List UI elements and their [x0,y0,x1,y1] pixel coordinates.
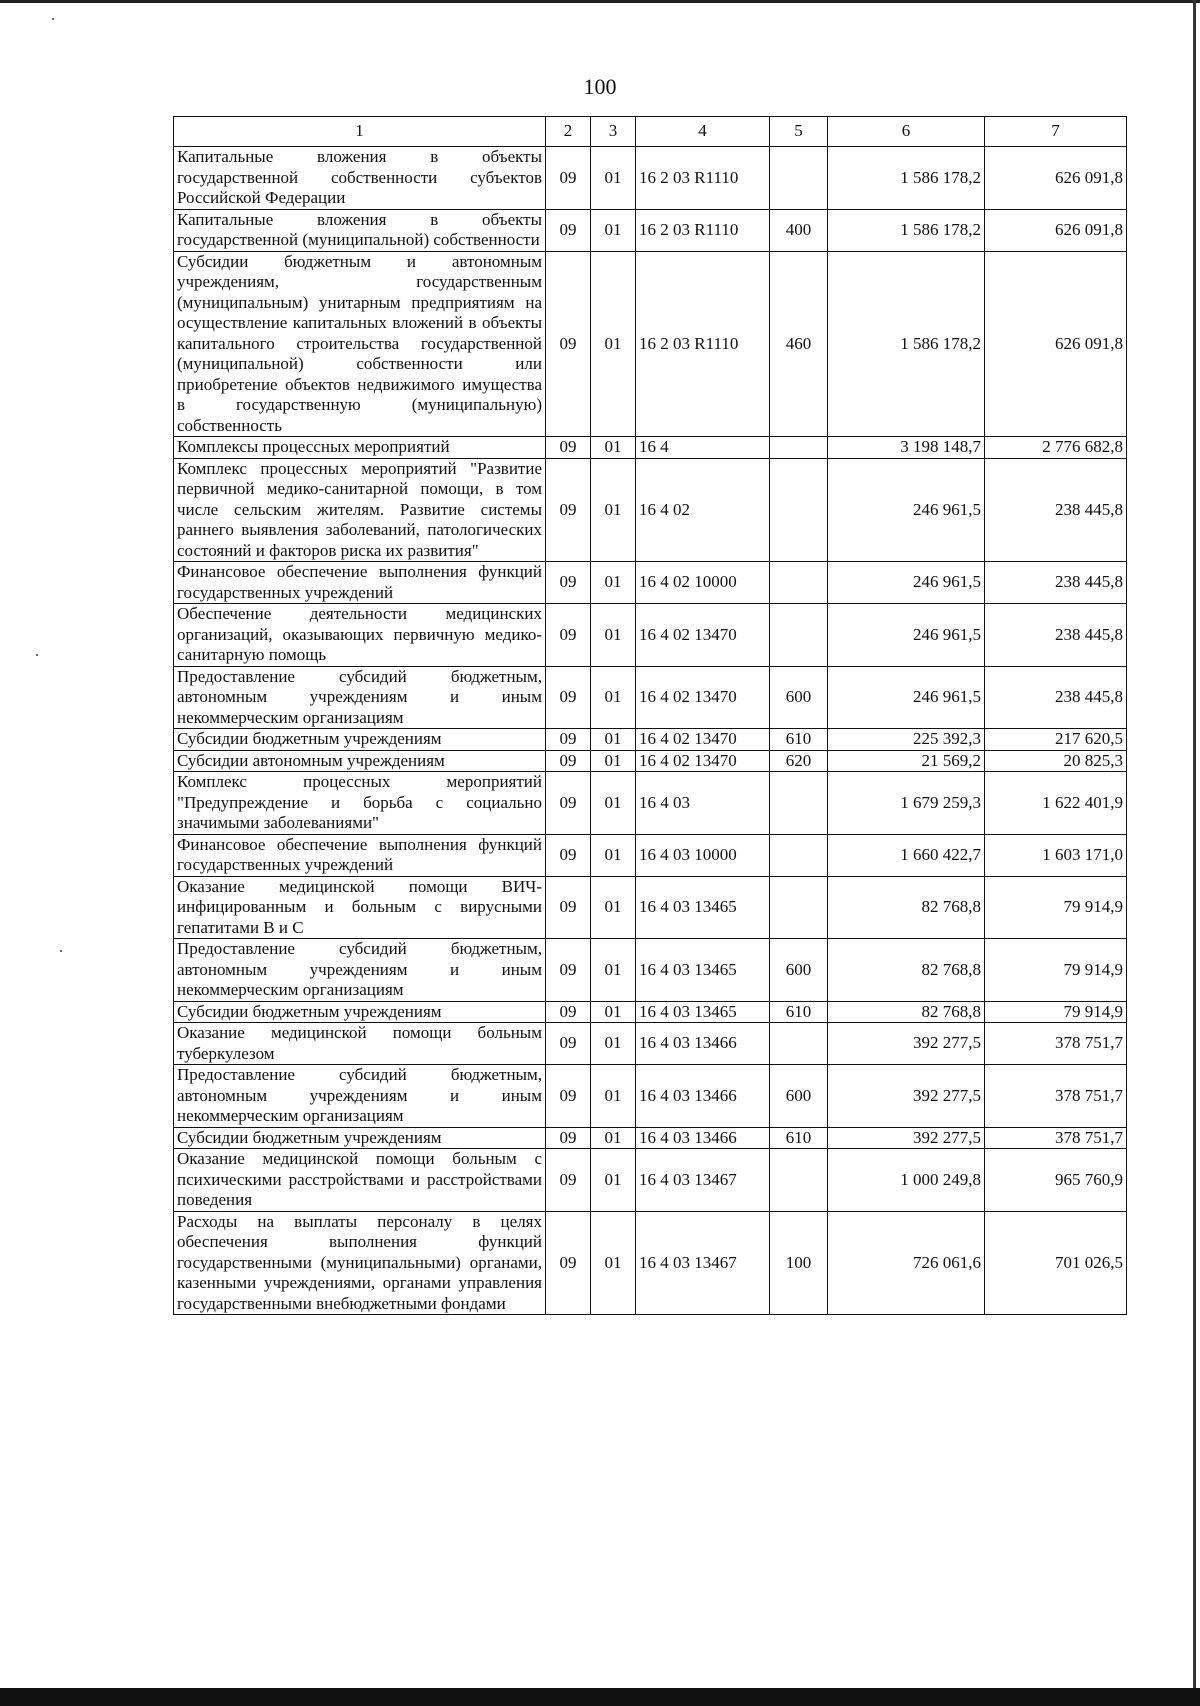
amount-col6-cell: 392 277,5 [828,1127,985,1149]
subsection-code-cell: 01 [591,1127,636,1149]
table-row [174,1065,1127,1128]
row-name-cell: Капитальные вложения в объекты государственной собственности субъектов Российской Федерации [174,147,546,210]
amount-col7-cell: 1 603 171,0 [985,834,1127,876]
table-row [174,209,1127,251]
column-header: 7 [985,117,1127,147]
amount-col6-cell: 392 277,5 [828,1065,985,1128]
table-row [174,604,1127,667]
table-row [174,1149,1127,1212]
budget-table [173,116,1127,1315]
table-row [174,772,1127,835]
target-article-cell: 16 4 03 13467 [636,1211,770,1315]
amount-col6-cell: 246 961,5 [828,604,985,667]
amount-col7-cell: 965 760,9 [985,1149,1127,1212]
target-article-cell: 16 4 02 13470 [636,750,770,772]
amount-col6-cell: 246 961,5 [828,458,985,562]
target-article-cell: 16 4 03 13465 [636,1001,770,1023]
target-article-cell: 16 4 02 13470 [636,604,770,667]
section-code-cell: 09 [546,750,591,772]
target-article-cell: 16 4 03 13466 [636,1065,770,1128]
amount-col6-cell: 82 768,8 [828,939,985,1002]
row-name-cell: Оказание медицинской помощи больным с психическими расстройствами и расстройствами поведения [174,1149,546,1212]
table-row [174,750,1127,772]
row-name-cell: Финансовое обеспечение выполнения функций государственных учреждений [174,562,546,604]
subsection-code-cell: 01 [591,562,636,604]
row-name-cell: Комплекс процессных мероприятий "Предупреждение и борьба с социально значимыми заболеваниями" [174,772,546,835]
table-row [174,939,1127,1002]
amount-col6-cell: 82 768,8 [828,876,985,939]
amount-col7-cell: 79 914,9 [985,939,1127,1002]
table-row [174,458,1127,562]
expense-type-cell: 620 [770,750,828,772]
row-name-cell: Субсидии бюджетным и автономным учреждениям, государственным (муниципальным) унитарным предприятиям на осуществление капитальных вложений в объекты капитального строительства государственной (муниципальной) собственности или приобретение объектов недвижимого имущества в государственную (муниципальную) собственность [174,251,546,437]
section-code-cell: 09 [546,1001,591,1023]
table-row [174,1023,1127,1065]
subsection-code-cell: 01 [591,209,636,251]
table-row [174,147,1127,210]
subsection-code-cell: 01 [591,251,636,437]
section-code-cell: 09 [546,251,591,437]
amount-col7-cell: 626 091,8 [985,251,1127,437]
amount-col7-cell: 238 445,8 [985,562,1127,604]
section-code-cell: 09 [546,834,591,876]
scan-border-bottom [0,1688,1200,1706]
row-name-cell: Субсидии бюджетным учреждениям [174,1001,546,1023]
subsection-code-cell: 01 [591,1001,636,1023]
subsection-code-cell: 01 [591,1211,636,1315]
expense-type-cell [770,604,828,667]
column-header: 4 [636,117,770,147]
target-article-cell: 16 4 02 10000 [636,562,770,604]
expense-type-cell [770,1023,828,1065]
section-code-cell: 09 [546,147,591,210]
amount-col7-cell: 217 620,5 [985,729,1127,751]
amount-col6-cell: 246 961,5 [828,562,985,604]
subsection-code-cell: 01 [591,772,636,835]
subsection-code-cell: 01 [591,1023,636,1065]
scan-speck [60,950,62,952]
target-article-cell: 16 4 03 10000 [636,834,770,876]
expense-type-cell: 610 [770,1127,828,1149]
row-name-cell: Предоставление субсидий бюджетным, автономным учреждениям и иным некоммерческим организациям [174,1065,546,1128]
column-header: 1 [174,117,546,147]
section-code-cell: 09 [546,1127,591,1149]
expense-type-cell: 600 [770,666,828,729]
row-name-cell: Предоставление субсидий бюджетным, автономным учреждениям и иным некоммерческим организациям [174,666,546,729]
row-name-cell: Субсидии бюджетным учреждениям [174,729,546,751]
table-row [174,437,1127,459]
subsection-code-cell: 01 [591,876,636,939]
section-code-cell: 09 [546,666,591,729]
section-code-cell: 09 [546,562,591,604]
amount-col7-cell: 701 026,5 [985,1211,1127,1315]
subsection-code-cell: 01 [591,939,636,1002]
amount-col6-cell: 225 392,3 [828,729,985,751]
subsection-code-cell: 01 [591,750,636,772]
scan-border-top [0,0,1200,3]
subsection-code-cell: 01 [591,147,636,210]
amount-col7-cell: 378 751,7 [985,1065,1127,1128]
subsection-code-cell: 01 [591,1149,636,1212]
amount-col7-cell: 626 091,8 [985,209,1127,251]
target-article-cell: 16 4 03 13466 [636,1023,770,1065]
section-code-cell: 09 [546,458,591,562]
expense-type-cell: 600 [770,939,828,1002]
amount-col7-cell: 79 914,9 [985,876,1127,939]
target-article-cell: 16 4 03 13465 [636,876,770,939]
target-article-cell: 16 4 03 13465 [636,939,770,1002]
section-code-cell: 09 [546,209,591,251]
table-row [174,834,1127,876]
amount-col7-cell: 626 091,8 [985,147,1127,210]
amount-col6-cell: 726 061,6 [828,1211,985,1315]
table-row [174,729,1127,751]
expense-type-cell [770,458,828,562]
amount-col6-cell: 1 586 178,2 [828,209,985,251]
expense-type-cell: 100 [770,1211,828,1315]
amount-col6-cell: 1 679 259,3 [828,772,985,835]
target-article-cell: 16 4 02 13470 [636,666,770,729]
table-row [174,1127,1127,1149]
expense-type-cell: 610 [770,1001,828,1023]
target-article-cell: 16 4 02 13470 [636,729,770,751]
target-article-cell: 16 2 03 R1110 [636,251,770,437]
expense-type-cell [770,562,828,604]
expense-type-cell [770,437,828,459]
subsection-code-cell: 01 [591,437,636,459]
row-name-cell: Расходы на выплаты персоналу в целях обеспечения выполнения функций государственными (муниципальными) органами, казенными учреждениями, органами управления государственными внебюджетными фондами [174,1211,546,1315]
amount-col6-cell: 1 000 249,8 [828,1149,985,1212]
section-code-cell: 09 [546,1065,591,1128]
amount-col7-cell: 238 445,8 [985,604,1127,667]
section-code-cell: 09 [546,729,591,751]
scan-speck [52,18,54,20]
amount-col6-cell: 21 569,2 [828,750,985,772]
amount-col6-cell: 3 198 148,7 [828,437,985,459]
column-header: 2 [546,117,591,147]
target-article-cell: 16 2 03 R1110 [636,209,770,251]
section-code-cell: 09 [546,1023,591,1065]
subsection-code-cell: 01 [591,458,636,562]
row-name-cell: Субсидии бюджетным учреждениям [174,1127,546,1149]
table-body [174,147,1127,1315]
amount-col7-cell: 1 622 401,9 [985,772,1127,835]
amount-col7-cell: 79 914,9 [985,1001,1127,1023]
section-code-cell: 09 [546,876,591,939]
amount-col7-cell: 20 825,3 [985,750,1127,772]
scan-border-right [1193,0,1196,1706]
expense-type-cell: 460 [770,251,828,437]
row-name-cell: Капитальные вложения в объекты государственной (муниципальной) собственности [174,209,546,251]
subsection-code-cell: 01 [591,604,636,667]
amount-col6-cell: 1 660 422,7 [828,834,985,876]
expense-type-cell: 600 [770,1065,828,1128]
table-row [174,1001,1127,1023]
row-name-cell: Финансовое обеспечение выполнения функций государственных учреждений [174,834,546,876]
row-name-cell: Комплекс процессных мероприятий "Развитие первичной медико-санитарной помощи, в том числе сельским жителям. Развитие системы раннего выявления заболеваний, патологических состояний и факторов риска их развития" [174,458,546,562]
amount-col6-cell: 392 277,5 [828,1023,985,1065]
amount-col6-cell: 82 768,8 [828,1001,985,1023]
expense-type-cell [770,772,828,835]
expense-type-cell [770,1149,828,1212]
row-name-cell: Обеспечение деятельности медицинских организаций, оказывающих первичную медико-санитарную помощь [174,604,546,667]
section-code-cell: 09 [546,1211,591,1315]
target-article-cell: 16 2 03 R1110 [636,147,770,210]
subsection-code-cell: 01 [591,834,636,876]
target-article-cell: 16 4 03 [636,772,770,835]
amount-col7-cell: 238 445,8 [985,458,1127,562]
scan-speck [36,654,38,656]
amount-col7-cell: 2 776 682,8 [985,437,1127,459]
expense-type-cell: 400 [770,209,828,251]
target-article-cell: 16 4 03 13466 [636,1127,770,1149]
amount-col7-cell: 378 751,7 [985,1023,1127,1065]
subsection-code-cell: 01 [591,666,636,729]
section-code-cell: 09 [546,772,591,835]
row-name-cell: Предоставление субсидий бюджетным, автономным учреждениям и иным некоммерческим организациям [174,939,546,1002]
section-code-cell: 09 [546,939,591,1002]
row-name-cell: Субсидии автономным учреждениям [174,750,546,772]
expense-type-cell [770,147,828,210]
expense-type-cell [770,834,828,876]
page-number: 100 [583,74,617,99]
target-article-cell: 16 4 03 13467 [636,1149,770,1212]
table-row [174,876,1127,939]
section-code-cell: 09 [546,1149,591,1212]
column-header: 5 [770,117,828,147]
table-row [174,562,1127,604]
amount-col6-cell: 246 961,5 [828,666,985,729]
column-header: 3 [591,117,636,147]
expense-type-cell: 610 [770,729,828,751]
header-row [174,117,1127,147]
target-article-cell: 16 4 02 [636,458,770,562]
amount-col7-cell: 378 751,7 [985,1127,1127,1149]
section-code-cell: 09 [546,604,591,667]
amount-col6-cell: 1 586 178,2 [828,147,985,210]
table-row [174,251,1127,437]
column-header: 6 [828,117,985,147]
subsection-code-cell: 01 [591,1065,636,1128]
row-name-cell: Оказание медицинской помощи больным туберкулезом [174,1023,546,1065]
subsection-code-cell: 01 [591,729,636,751]
amount-col7-cell: 238 445,8 [985,666,1127,729]
row-name-cell: Оказание медицинской помощи ВИЧ-инфицированным и больным с вирусными гепатитами В и С [174,876,546,939]
table-row [174,666,1127,729]
amount-col6-cell: 1 586 178,2 [828,251,985,437]
table-row [174,1211,1127,1315]
expense-type-cell [770,876,828,939]
target-article-cell: 16 4 [636,437,770,459]
section-code-cell: 09 [546,437,591,459]
row-name-cell: Комплексы процессных мероприятий [174,437,546,459]
